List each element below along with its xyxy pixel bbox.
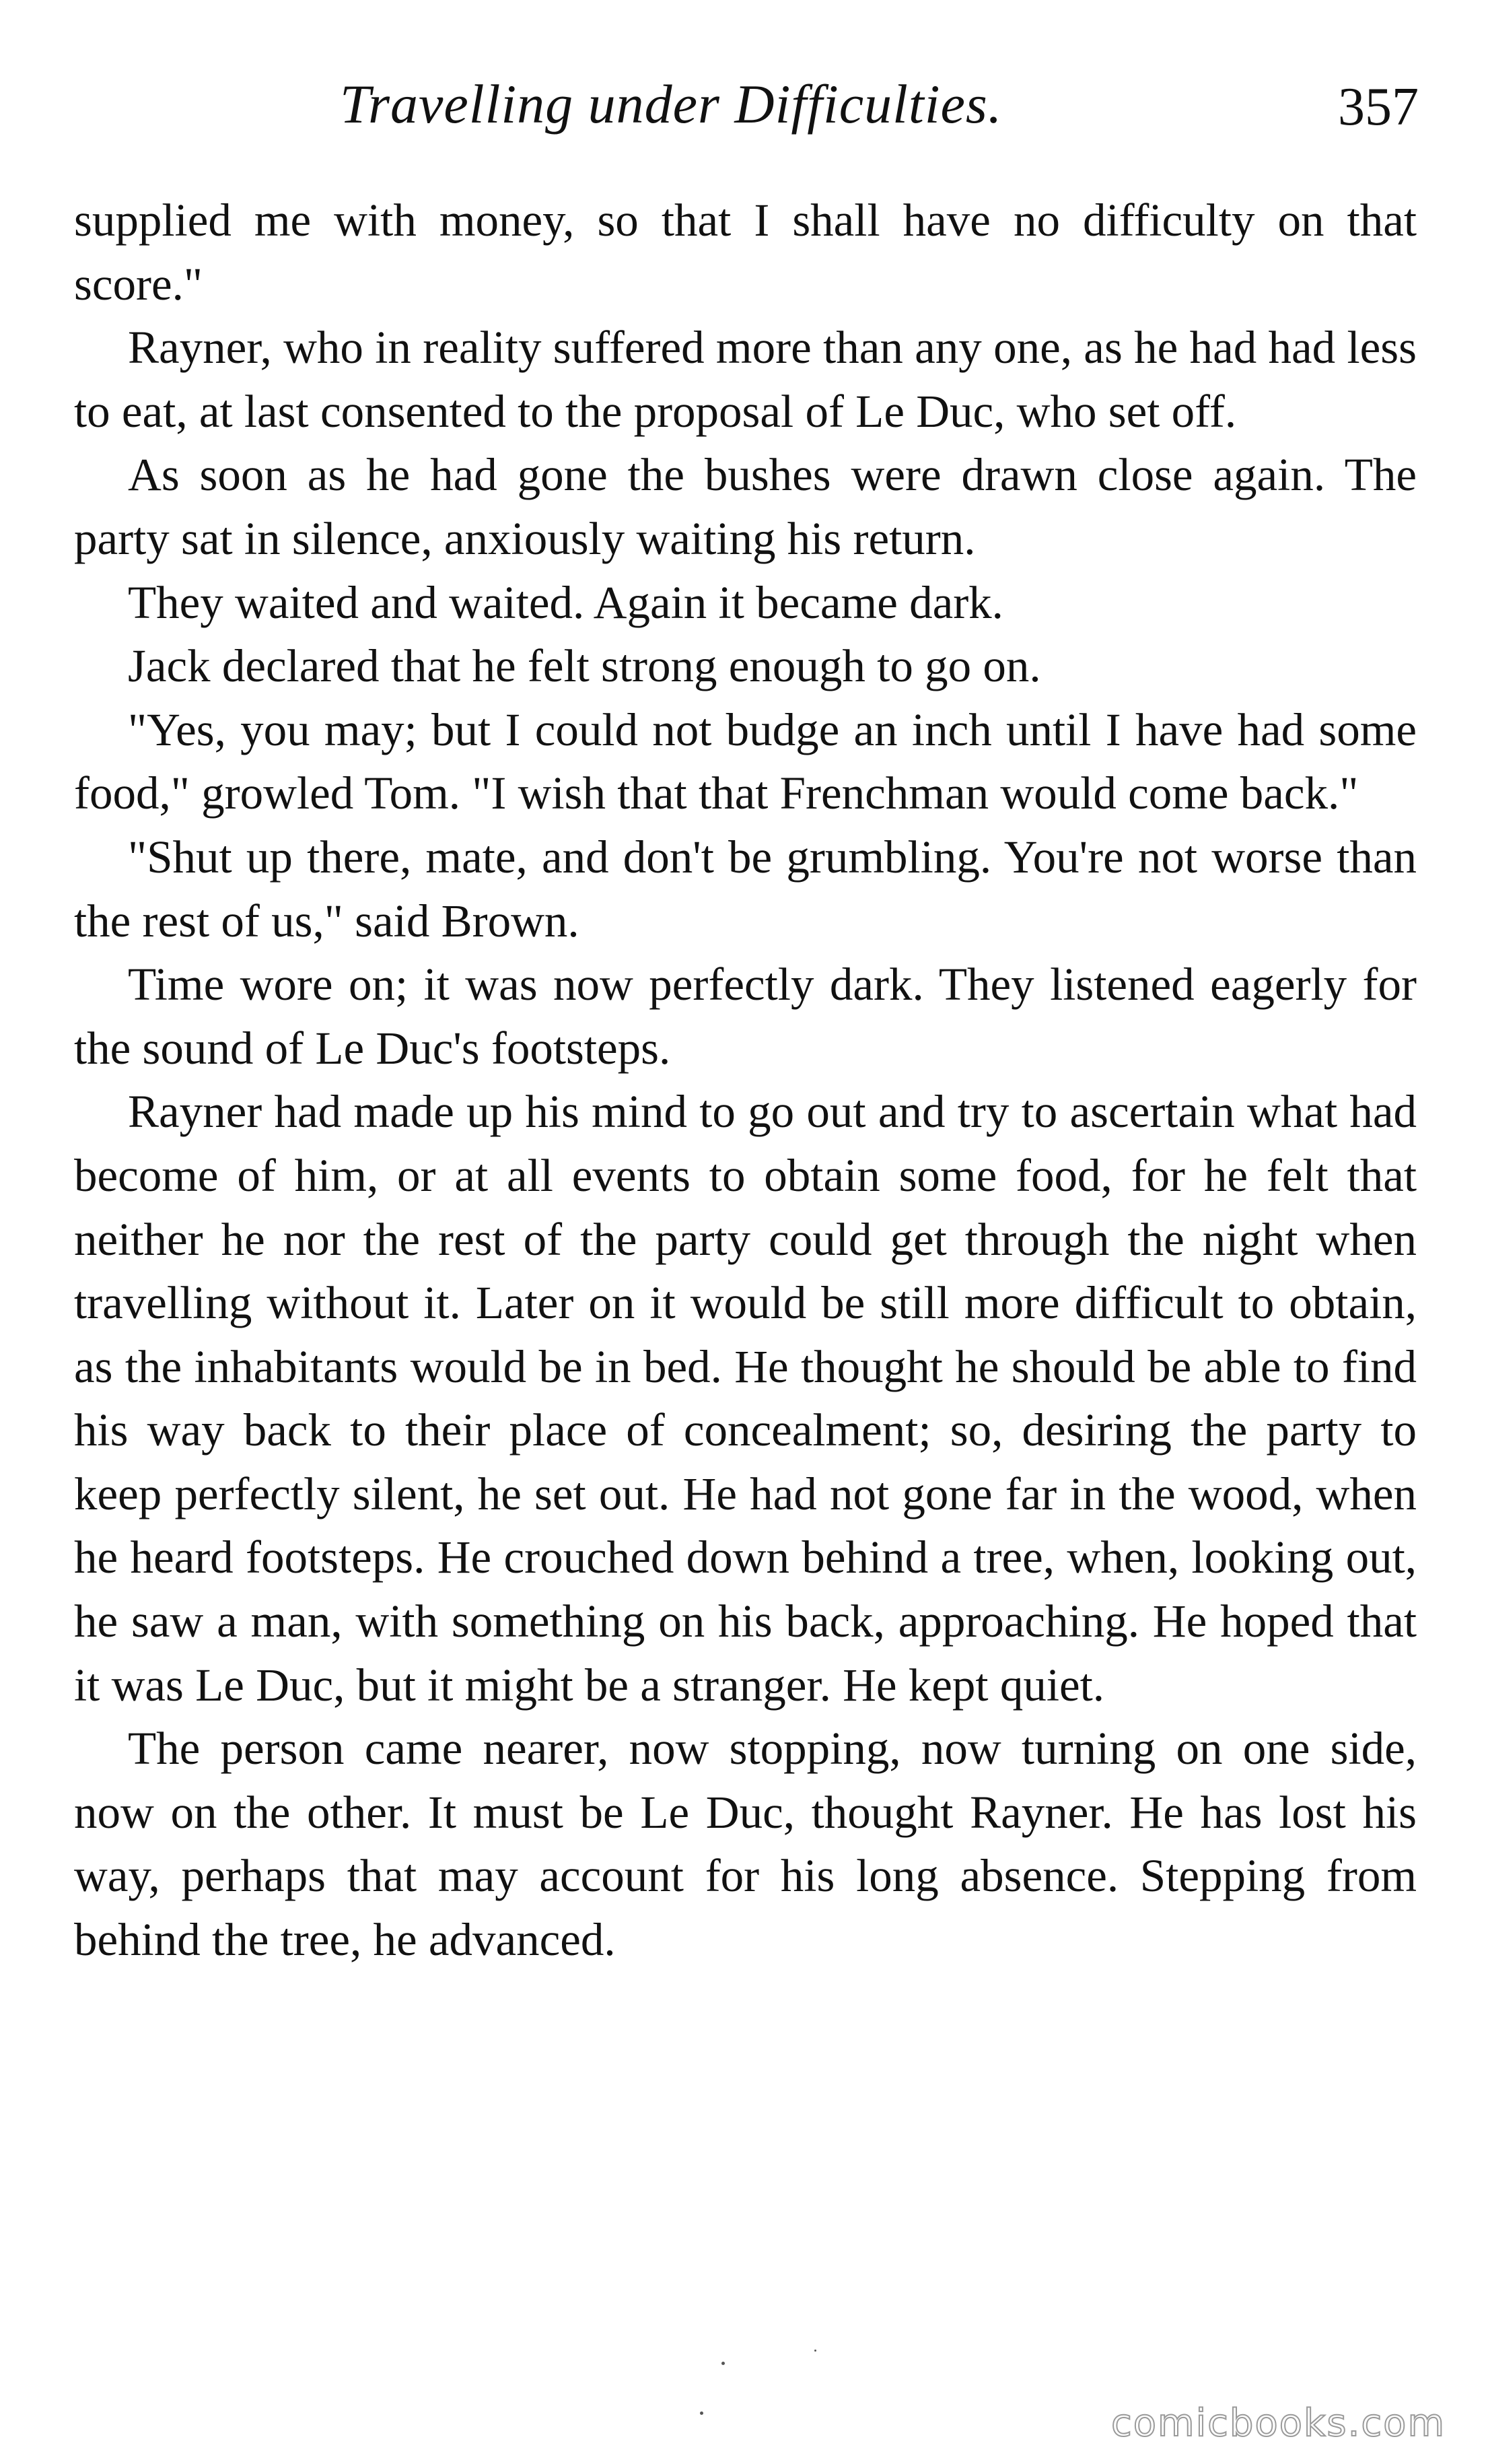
print-speck xyxy=(814,2350,816,2352)
print-speck xyxy=(700,2411,703,2415)
body-text xyxy=(74,189,1417,1972)
paragraph: "Shut up there, mate, and don't be grumbling. You're not worse than the rest of us," said Brown. xyxy=(74,831,1417,947)
paragraph: Jack declared that he felt strong enough to go on. xyxy=(128,640,1041,692)
paragraph: The person came nearer, now stopping, now turning on one side, now on the other. It must be Le Duc, thought Rayner. He has lost his way, perhaps that may account for his long absence. Stepping from behind the tree, he advanced. xyxy=(74,1723,1417,1966)
running-title: Travelling under Difficulties. xyxy=(340,73,1003,135)
watermark: comicbooks.com xyxy=(1110,2401,1446,2445)
paragraph: Rayner had made up his mind to go out and try to ascertain what had become of him, or at all events to obtain some food, for he felt that neither he nor the rest of the party could get through the night when travelling without it. Later on it would be still more difficult to obtain, as the inhabitants would be in bed. He thought he should be able to find his way back to their place of concealment; so, desiring the party to keep perfectly silent, he set out. He had not gone far in the wood, when he heard footsteps. He crouched down behind a tree, when, looking out, he saw a man, with something on his back, approaching. He hoped that it was Le Duc, but it might be a stranger. He kept quiet. xyxy=(74,1086,1417,1711)
paragraph: As soon as he had gone the bushes were drawn close again. The party sat in silence, anxiously waiting his return. xyxy=(74,449,1417,564)
paragraph: Time wore on; it was now perfectly dark. They listened eagerly for the sound of Le Duc's footsteps. xyxy=(74,959,1417,1074)
paragraph: supplied me with money, so that I shall have no difficulty on that score." xyxy=(74,195,1417,310)
paragraph: "Yes, you may; but I could not budge an inch until I have had some food," growled Tom. "I wish that that Frenchman would come back." xyxy=(74,704,1417,819)
paragraph: Rayner, who in reality suffered more than any one, as he had had less to eat, at last consented to the proposal of Le Duc, who set off. xyxy=(74,322,1417,437)
paragraph: They waited and waited. Again it became dark. xyxy=(128,576,1003,628)
page-header xyxy=(0,67,1486,141)
print-speck xyxy=(721,2362,725,2365)
page-number: 357 xyxy=(1338,77,1419,137)
